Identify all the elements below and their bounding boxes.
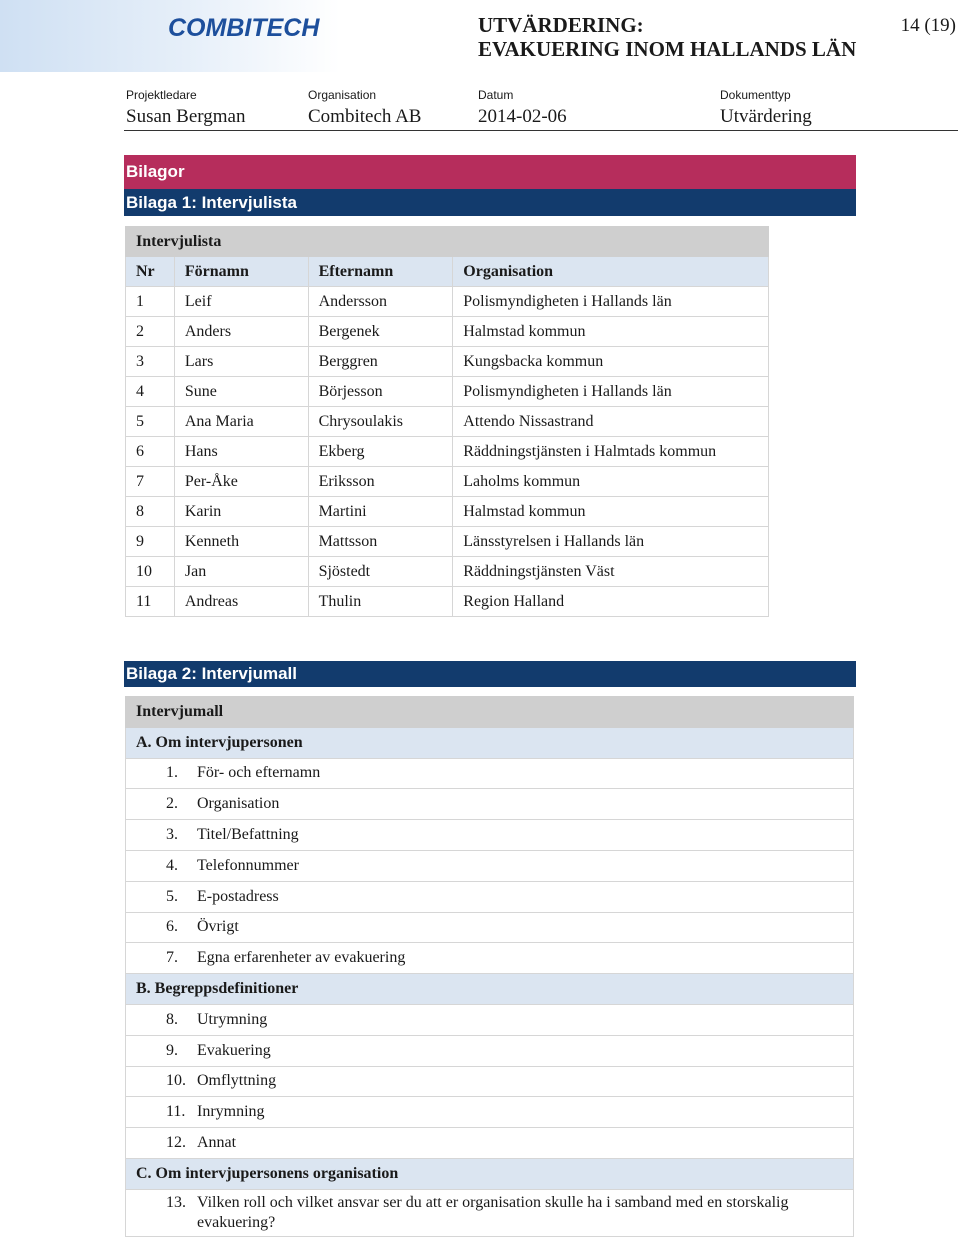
cell-organisation: Kungsbacka kommun [453, 347, 769, 377]
list-item-text: Egna erfarenheter av evakuering [197, 949, 406, 967]
list-item-cell [126, 943, 854, 974]
document-title [478, 13, 878, 61]
col-header-efternamn: Efternamn [308, 257, 453, 287]
cell-efternamn: Mattsson [308, 527, 453, 557]
table-row [126, 497, 769, 527]
list-item-text: Omflyttning [197, 1072, 277, 1090]
list-item-content [166, 1011, 853, 1029]
page-number: 14 (19) [900, 15, 956, 36]
section-heading: C. Om intervjupersonens organisation [126, 1158, 854, 1189]
list-item [126, 881, 854, 912]
list-item-number: 12. [166, 1134, 186, 1152]
cell-organisation: Länsstyrelsen i Hallands län [453, 527, 769, 557]
list-item [126, 789, 854, 820]
section-heading: B. Begreppsdefinitioner [126, 974, 854, 1005]
section-heading-row [126, 1158, 854, 1189]
list-item-content [166, 918, 853, 936]
list-item-text: Utrymning [197, 1010, 268, 1028]
table-row [126, 587, 769, 617]
list-item [126, 850, 854, 881]
table-row [126, 377, 769, 407]
cell-efternamn: Andersson [308, 287, 453, 317]
cell-fornamn: Kenneth [174, 527, 308, 557]
list-item [126, 1128, 854, 1159]
cell-fornamn: Andreas [174, 587, 308, 617]
list-item-number: 9. [166, 1041, 178, 1059]
list-item-text: Evakuering [197, 1041, 271, 1059]
cell-nr: 11 [126, 587, 175, 617]
cell-organisation: Laholms kommun [453, 467, 769, 497]
cell-efternamn: Berggren [308, 347, 453, 377]
cell-fornamn: Anders [174, 317, 308, 347]
list-item-content [166, 1134, 853, 1152]
list-item-content [166, 1042, 853, 1060]
cell-fornamn: Per-Åke [174, 467, 308, 497]
list-item-number: 5. [166, 887, 178, 905]
list-item-number: 8. [166, 1010, 178, 1028]
table-row [126, 407, 769, 437]
header-rule [124, 130, 958, 131]
list-item-content [166, 857, 853, 875]
cell-fornamn: Karin [174, 497, 308, 527]
list-item-text: Organisation [197, 795, 280, 813]
list-item-number: 7. [166, 949, 178, 967]
meta-label-projektledare: Projektledare [126, 88, 197, 102]
meta-value-dokumenttyp: Utvärdering [720, 106, 812, 127]
cell-efternamn: Thulin [308, 587, 453, 617]
cell-nr: 5 [126, 407, 175, 437]
list-item-text: Inrymning [197, 1103, 265, 1121]
list-item-cell [126, 912, 854, 943]
section-heading-row [126, 727, 854, 758]
cell-fornamn: Lars [174, 347, 308, 377]
cell-organisation: Region Halland [453, 587, 769, 617]
cell-fornamn: Leif [174, 287, 308, 317]
list-item-text: Titel/Befattning [197, 826, 299, 844]
cell-efternamn: Sjöstedt [308, 557, 453, 587]
meta-label-organisation: Organisation [308, 88, 377, 102]
list-item-text: Övrigt [197, 918, 239, 936]
cell-organisation: Polismyndigheten i Hallands län [453, 287, 769, 317]
list-item [126, 912, 854, 943]
list-item-cell [126, 850, 854, 881]
cell-organisation: Attendo Nissastrand [453, 407, 769, 437]
interview-list-table [125, 226, 769, 617]
cell-nr: 1 [126, 287, 175, 317]
col-header-organisation: Organisation [453, 257, 769, 287]
cell-fornamn: Hans [174, 437, 308, 467]
table-row [126, 557, 769, 587]
cell-organisation: Räddningstjänsten Väst [453, 557, 769, 587]
list-item-text: E-postadress [197, 887, 279, 905]
list-item-content [166, 795, 853, 813]
cell-nr: 2 [126, 317, 175, 347]
list-item-cell [126, 758, 854, 789]
list-item-text: För- och efternamn [197, 764, 321, 782]
cell-efternamn: Börjesson [308, 377, 453, 407]
list-item-content [166, 826, 853, 844]
cell-efternamn: Bergenek [308, 317, 453, 347]
list-item [126, 1004, 854, 1035]
cell-nr: 6 [126, 437, 175, 467]
list-item-cell [126, 881, 854, 912]
cell-fornamn: Ana Maria [174, 407, 308, 437]
company-logo: COMBITECH [168, 14, 320, 42]
list-item-content [166, 1103, 853, 1121]
list-item-cell [126, 1004, 854, 1035]
cell-nr: 4 [126, 377, 175, 407]
list-item-number: 10. [166, 1072, 186, 1090]
table-row [126, 347, 769, 377]
cell-organisation: Räddningstjänsten i Halmtads kommun [453, 437, 769, 467]
list-item-number: 13. [166, 1193, 186, 1211]
list-item-content [166, 888, 853, 906]
title-line-2: EVAKUERING INOM HALLANDS LÄN [478, 37, 857, 61]
list-item [126, 758, 854, 789]
table-caption: Intervjumall [126, 697, 854, 728]
section-heading: A. Om intervjupersonen [126, 727, 854, 758]
cell-nr: 8 [126, 497, 175, 527]
col-header-nr: Nr [126, 257, 175, 287]
list-item-text: Vilken roll och vilket ansvar ser du att er organisation skulle ha i samband med en storskalig evakuering? [197, 1193, 789, 1231]
list-item-content [166, 949, 853, 967]
cell-efternamn: Martini [308, 497, 453, 527]
table-row [126, 317, 769, 347]
cell-nr: 9 [126, 527, 175, 557]
meta-label-dokumenttyp: Dokumenttyp [720, 88, 791, 102]
list-item-number: 4. [166, 856, 178, 874]
meta-value-projektledare: Susan Bergman [126, 106, 246, 127]
list-item-text: Telefonnummer [197, 856, 299, 874]
meta-value-datum: 2014-02-06 [478, 106, 567, 127]
bilagor-heading: Bilagor [124, 155, 856, 189]
list-item-content [166, 1072, 853, 1090]
list-item [126, 1097, 854, 1128]
list-item-cell [126, 1066, 854, 1097]
list-item-content [166, 1193, 853, 1233]
table-caption-row [126, 227, 769, 257]
table-header-row [126, 257, 769, 287]
list-item-cell [126, 1128, 854, 1159]
list-item-number: 6. [166, 918, 178, 936]
list-item-number: 1. [166, 764, 178, 782]
table-row [126, 287, 769, 317]
list-item-cell [126, 1035, 854, 1066]
meta-label-datum: Datum [478, 88, 514, 102]
list-item [126, 1189, 854, 1236]
list-item-number: 11. [166, 1103, 186, 1121]
list-item [126, 1066, 854, 1097]
list-item-cell [126, 820, 854, 851]
list-item [126, 1035, 854, 1066]
table-row [126, 467, 769, 497]
cell-organisation: Halmstad kommun [453, 497, 769, 527]
cell-nr: 10 [126, 557, 175, 587]
cell-fornamn: Jan [174, 557, 308, 587]
list-item-cell [126, 1189, 854, 1236]
interview-template-table [125, 696, 854, 1237]
table-caption: Intervjulista [126, 227, 769, 257]
cell-organisation: Halmstad kommun [453, 317, 769, 347]
cell-efternamn: Chrysoulakis [308, 407, 453, 437]
cell-efternamn: Eriksson [308, 467, 453, 497]
cell-organisation: Polismyndigheten i Hallands län [453, 377, 769, 407]
cell-nr: 7 [126, 467, 175, 497]
cell-fornamn: Sune [174, 377, 308, 407]
table-row [126, 527, 769, 557]
list-item-number: 3. [166, 826, 178, 844]
title-line-1: UTVÄRDERING: [478, 13, 644, 37]
list-item-cell [126, 1097, 854, 1128]
list-item-text: Annat [197, 1134, 237, 1152]
list-item-number: 2. [166, 795, 178, 813]
bilaga2-heading: Bilaga 2: Intervjumall [124, 661, 856, 687]
meta-value-organisation: Combitech AB [308, 106, 422, 127]
list-item-cell [126, 789, 854, 820]
col-header-fornamn: Förnamn [174, 257, 308, 287]
list-item [126, 943, 854, 974]
list-item [126, 820, 854, 851]
table-row [126, 437, 769, 467]
bilaga1-heading: Bilaga 1: Intervjulista [124, 189, 856, 216]
list-item-content [166, 764, 853, 782]
section-heading-row [126, 974, 854, 1005]
cell-nr: 3 [126, 347, 175, 377]
table-caption-row [126, 697, 854, 728]
cell-efternamn: Ekberg [308, 437, 453, 467]
